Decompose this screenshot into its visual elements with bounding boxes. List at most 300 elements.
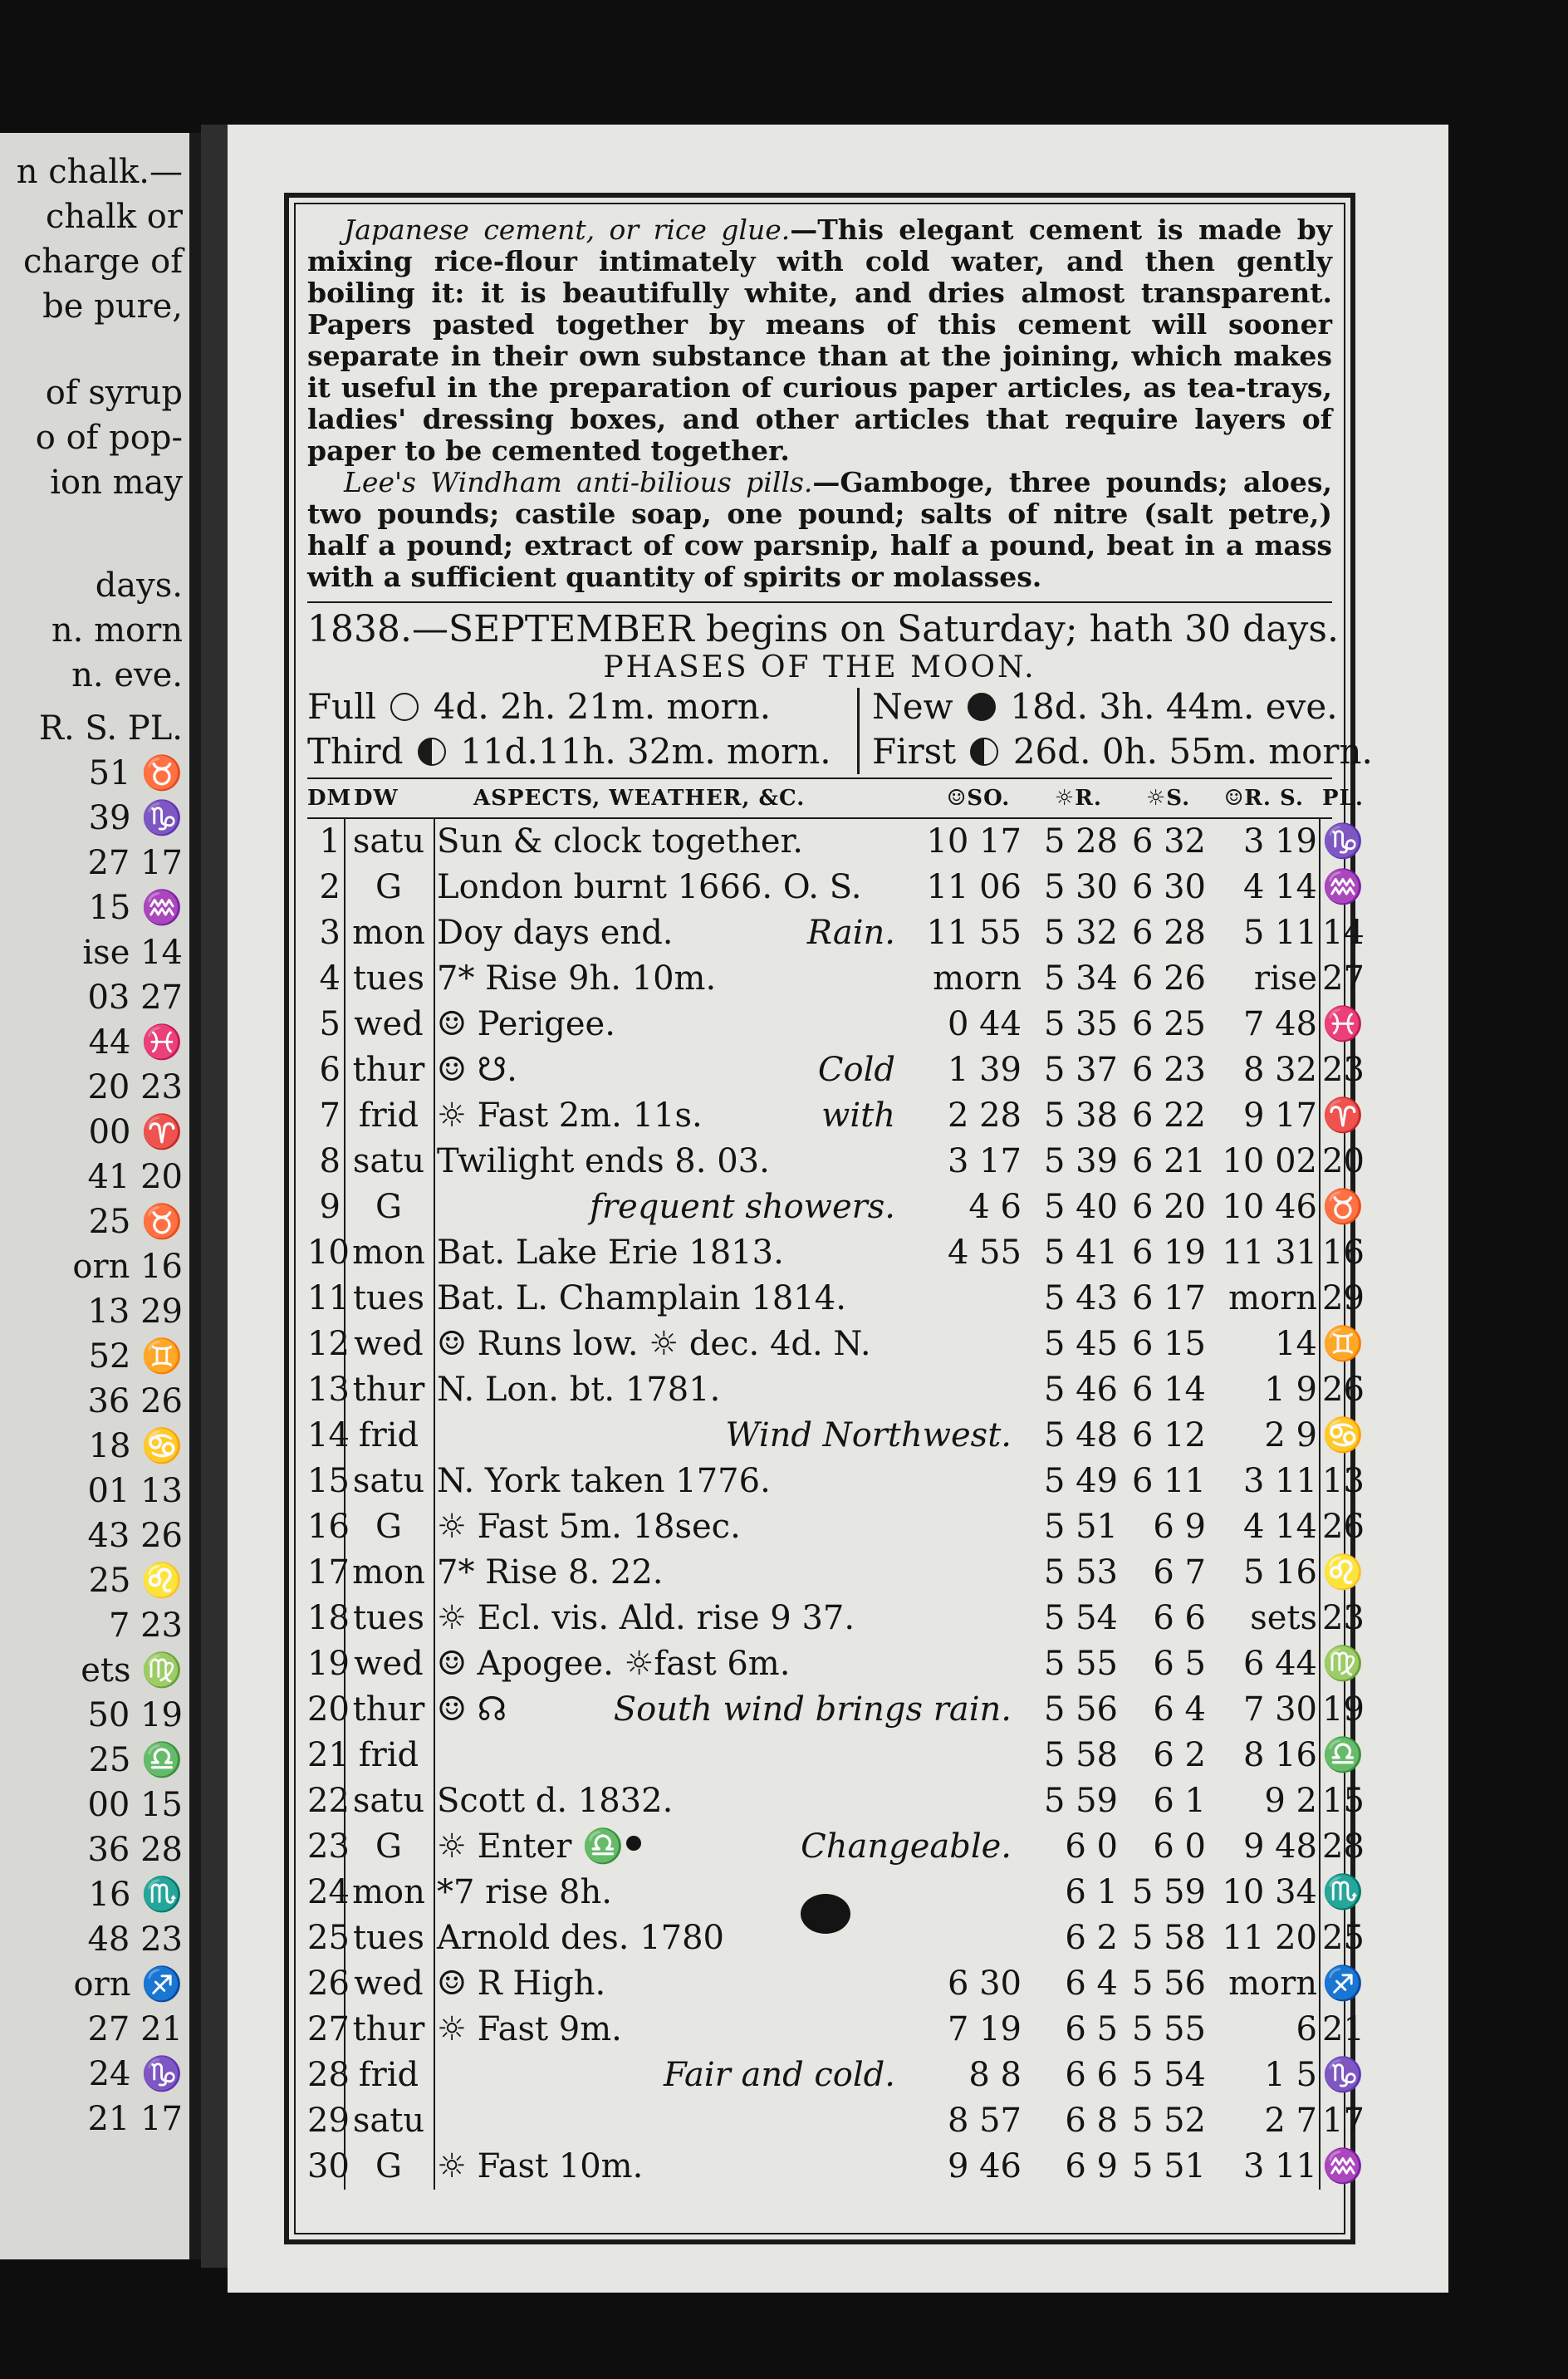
table-row	[307, 1459, 1365, 1504]
table-row	[307, 1047, 1365, 1093]
aspect-cell	[437, 910, 902, 956]
aspect-cell	[437, 865, 902, 910]
left-page-line: of syrup	[45, 374, 183, 412]
sun-rise: 5 59	[1043, 1782, 1118, 1820]
moon-rise-set: 8 16	[1242, 1736, 1317, 1774]
left-page-line: orn 16	[72, 1248, 183, 1286]
moon-rise-set: 9 17	[1242, 1096, 1317, 1135]
aspect-cell	[437, 1185, 902, 1230]
moon-rise-set: 8 32	[1242, 1051, 1317, 1089]
sun-rise: 5 38	[1043, 1096, 1118, 1135]
table-row	[307, 1230, 1365, 1276]
aspect-text: ☼ Fast 9m.	[437, 2010, 622, 2048]
aspect-text: Twilight ends 8. 03.	[437, 1142, 770, 1180]
day-of-month: 1	[319, 822, 341, 861]
weather-text: Changeable.	[801, 1827, 1012, 1866]
moon-rise-set: 11 20	[1222, 1919, 1317, 1957]
sun-rise: 6 8	[1065, 2102, 1118, 2140]
aspect-cell	[437, 1687, 1018, 1733]
day-of-week: wed	[354, 1005, 424, 1043]
day-of-week: mon	[352, 1553, 425, 1592]
moon-rise-set: 2 7	[1264, 2102, 1317, 2140]
sun-rise: 6 9	[1065, 2147, 1118, 2185]
col-aspects: ASPECTS, WEATHER, &C.	[473, 786, 806, 811]
sun-set: 6 1	[1153, 1782, 1206, 1820]
day-of-month: 18	[307, 1599, 350, 1637]
aspect-text: 7* Rise 8. 22.	[437, 1553, 664, 1592]
phase-name: New	[872, 686, 953, 727]
sun-set: 5 51	[1131, 2147, 1206, 2185]
moon-rise-set: 2 9	[1264, 1416, 1317, 1454]
almanac-rows	[307, 819, 1365, 2190]
sun-rise: 5 54	[1043, 1599, 1118, 1637]
planet-place: 19	[1322, 1690, 1365, 1729]
left-page-line: be pure,	[42, 287, 183, 326]
planet-place: ♉	[1322, 1188, 1364, 1226]
moon-south: 8 57	[947, 2102, 1022, 2140]
moon-south: 2 28	[947, 1096, 1022, 1135]
sun-rise: 6 6	[1065, 2056, 1118, 2094]
left-page-line: 51 ♉	[88, 754, 183, 792]
day-of-month: 25	[307, 1919, 350, 1957]
day-of-month: 17	[307, 1553, 350, 1592]
sun-set: 6 21	[1131, 1142, 1206, 1180]
day-of-month: 9	[319, 1188, 341, 1226]
planet-place: 29	[1322, 1279, 1365, 1317]
aspect-cell	[437, 1413, 1018, 1459]
aspect-text: ☺ ☋.	[437, 1051, 517, 1089]
table-row	[307, 1641, 1364, 1687]
table-row	[307, 1322, 1364, 1367]
left-page-line: n chalk.—	[16, 153, 183, 191]
sun-rise: 5 48	[1043, 1416, 1118, 1454]
day-of-week: satu	[352, 1462, 425, 1500]
aspect-text: Scott d. 1832.	[437, 1782, 674, 1820]
day-of-month: 2	[319, 868, 341, 906]
sun-set: 6 2	[1153, 1736, 1206, 1774]
moon-rise-set: morn	[1228, 1965, 1317, 2003]
sun-rise: 5 43	[1043, 1279, 1118, 1317]
day-of-month: 16	[307, 1508, 350, 1546]
full-moon-icon	[390, 693, 419, 721]
table-row	[307, 2098, 1365, 2144]
sun-set: 6 7	[1153, 1553, 1206, 1592]
weather-text: with	[821, 1096, 895, 1135]
sun-set: 5 59	[1131, 1873, 1206, 1911]
aspect-text: ☼ Fast 5m. 18sec.	[437, 1508, 741, 1546]
aspect-text: N. Lon. bt. 1781.	[437, 1371, 721, 1409]
planet-place: ♎	[1322, 1736, 1364, 1774]
col-dw: DW	[354, 786, 399, 811]
sun-set: 6 17	[1131, 1279, 1206, 1317]
table-row	[307, 1687, 1365, 1733]
left-page-line: 43 26	[87, 1517, 183, 1555]
day-of-month: 12	[307, 1325, 350, 1363]
planet-place: 28	[1322, 1827, 1365, 1866]
day-of-week: wed	[354, 1325, 424, 1363]
aspect-text: *7 rise 8h.	[437, 1873, 612, 1911]
left-page-line: 25 ♌	[88, 1562, 183, 1600]
weather-text: Cold	[817, 1051, 895, 1089]
day-of-week: thur	[352, 1051, 425, 1089]
day-of-month: 15	[307, 1462, 350, 1500]
aspect-cell	[437, 1961, 902, 2007]
left-page-line: 41 20	[87, 1158, 183, 1196]
left-page-line: 44 ♓	[88, 1023, 183, 1062]
aspect-text: ☼ Fast 10m.	[437, 2147, 644, 2185]
day-of-week: satu	[352, 2102, 425, 2140]
note-windham-pills	[307, 467, 1332, 593]
col-sun-set: ☼S.	[1146, 786, 1191, 811]
left-page-line: orn ♐	[73, 1965, 183, 2004]
moon-south: 8 8	[968, 2056, 1022, 2094]
day-of-month: 22	[307, 1782, 350, 1820]
day-of-week: satu	[352, 822, 425, 861]
left-page-line: 16 ♏	[88, 1876, 183, 1914]
sun-set: 6 15	[1131, 1325, 1206, 1363]
planet-place: 27	[1322, 959, 1365, 998]
sun-rise: 5 49	[1043, 1462, 1118, 1500]
sun-set: 6 9	[1153, 1508, 1206, 1546]
moon-rise-set: 5 11	[1242, 914, 1317, 952]
aspect-text: N. York taken 1776.	[437, 1462, 771, 1500]
left-page-line: days.	[95, 567, 183, 605]
moon-rise-set: 1 9	[1264, 1371, 1317, 1409]
left-page-line: o of pop-	[35, 419, 183, 457]
aspect-cell	[437, 1504, 902, 1550]
day-of-week: thur	[352, 2010, 425, 2048]
aspect-text: Bat. Lake Erie 1813.	[437, 1234, 784, 1272]
moon-rise-set: 4 14	[1242, 1508, 1317, 1546]
day-of-month: 7	[319, 1096, 341, 1135]
aspect-cell	[437, 2053, 902, 2098]
left-page-line: n. morn	[51, 611, 183, 650]
weather-text: Rain.	[806, 914, 895, 952]
sun-rise: 6 5	[1065, 2010, 1118, 2048]
planet-place: 13	[1322, 1462, 1365, 1500]
table-row	[307, 1778, 1365, 1824]
phase-time: 18d. 3h. 44m. eve.	[1010, 686, 1338, 727]
left-page-fragment	[0, 133, 201, 2259]
planet-place: 25	[1322, 1919, 1365, 1957]
aspect-text: Arnold des. 1780	[437, 1919, 724, 1957]
moon-south: 4 55	[947, 1234, 1022, 1272]
day-of-month: 27	[307, 2010, 350, 2048]
aspect-cell	[437, 1459, 902, 1504]
sun-set: 5 52	[1131, 2102, 1206, 2140]
day-of-week: tues	[352, 1279, 425, 1317]
day-of-week: mon	[352, 1873, 425, 1911]
moon-south: 1 39	[947, 1051, 1022, 1089]
note-body: —Gamboge, three pounds; aloes, two pounds; castile soap, one pound; salts of nitre (salt petre,) half a pound; extract of cow parsnip, half a pound, beat in a mass with a sufficient quantity of spirits or molasses.	[307, 466, 1332, 593]
moon-rise-set: 3 19	[1242, 822, 1317, 861]
left-page-line: 50 19	[87, 1696, 183, 1734]
moon-rise-set: 9 2	[1264, 1782, 1317, 1820]
sun-rise: 5 28	[1043, 822, 1118, 861]
moon-south: 4 6	[968, 1188, 1022, 1226]
table-row	[307, 1093, 1364, 1139]
planet-place: 23	[1322, 1051, 1365, 1089]
moon-rise-set: 3 11	[1242, 2147, 1317, 2185]
day-of-month: 5	[319, 1005, 341, 1043]
aspect-cell	[437, 1093, 902, 1139]
table-row	[307, 910, 1365, 956]
day-of-week: frid	[358, 1096, 419, 1135]
sun-set: 6 30	[1131, 868, 1206, 906]
aspect-cell	[437, 1550, 902, 1596]
sun-rise: 5 58	[1043, 1736, 1118, 1774]
aspect-cell	[437, 1139, 902, 1185]
left-page-line: ion may	[50, 464, 183, 502]
day-of-month: 3	[319, 914, 341, 952]
moon-south: 7 19	[947, 2010, 1022, 2048]
left-page-line: 52 ♊	[88, 1337, 183, 1376]
table-row	[307, 1185, 1364, 1230]
left-page-line: 15 ♒	[88, 889, 183, 927]
sun-rise: 5 35	[1043, 1005, 1118, 1043]
aspect-text: Sun & clock together.	[437, 822, 803, 861]
day-of-month: 24	[307, 1873, 350, 1911]
col-moon-south: ☺SO.	[947, 786, 1011, 811]
left-page-line: ets ♍	[81, 1651, 183, 1690]
day-of-month: 8	[319, 1142, 341, 1180]
phase-full	[307, 684, 831, 729]
aspect-cell	[437, 2144, 902, 2190]
day-of-week: frid	[358, 1416, 419, 1454]
planet-place: ♍	[1322, 1645, 1364, 1683]
day-of-month: 11	[307, 1279, 350, 1317]
phase-time: 26d. 0h. 55m. morn.	[1012, 731, 1373, 772]
weather-text: Fair and cold.	[663, 2056, 895, 2094]
planet-place: ♌	[1322, 1553, 1364, 1592]
day-of-week: frid	[358, 1736, 419, 1774]
sun-set: 6 26	[1131, 959, 1206, 998]
moon-rise-set: 4 14	[1242, 868, 1317, 906]
left-page-line: 48 23	[87, 1920, 183, 1959]
right-page	[228, 125, 1448, 2293]
aspect-text: 7* Rise 9h. 10m.	[437, 959, 717, 998]
left-page-line: 03 27	[87, 979, 183, 1017]
weather-text: frequent showers.	[590, 1188, 895, 1226]
sun-rise: 5 39	[1043, 1142, 1118, 1180]
page-frame	[284, 193, 1373, 2244]
third-quarter-moon-icon	[418, 738, 446, 766]
book-gutter	[201, 125, 228, 2268]
planet-place: ♏	[1322, 1873, 1364, 1911]
left-page-line: R. S. PL.	[38, 709, 183, 748]
planet-place: 15	[1322, 1782, 1365, 1820]
moon-rise-set: 9 48	[1242, 1827, 1317, 1866]
phase-time: 11d.11h. 32m. morn.	[460, 731, 831, 772]
day-of-month: 21	[307, 1736, 350, 1774]
planet-place: 26	[1322, 1371, 1365, 1409]
table-row	[307, 956, 1365, 1002]
table-row	[307, 1550, 1364, 1596]
day-of-week: satu	[352, 1142, 425, 1180]
ink-spot	[626, 1836, 641, 1851]
left-page-line: 13 29	[87, 1293, 183, 1331]
left-page-line: 18 ♋	[88, 1427, 183, 1465]
phases-left	[307, 684, 831, 774]
moon-rise-set: 14	[1275, 1325, 1317, 1363]
moon-rise-set: 6 44	[1242, 1645, 1317, 1683]
table-row	[307, 1367, 1365, 1413]
moon-south: 11 55	[926, 914, 1022, 952]
left-page-line: 36 26	[87, 1382, 183, 1420]
moon-south: 3 17	[947, 1142, 1022, 1180]
first-quarter-moon-icon	[970, 738, 998, 766]
day-of-week: tues	[352, 1919, 425, 1957]
table-row	[307, 1824, 1365, 1870]
table-row	[307, 2144, 1364, 2190]
sun-rise: 6 2	[1065, 1919, 1118, 1957]
sun-set: 6 22	[1131, 1096, 1206, 1135]
sun-set: 6 5	[1153, 1645, 1206, 1683]
sun-rise: 5 55	[1043, 1645, 1118, 1683]
table-row	[307, 1413, 1364, 1459]
sun-set: 6 32	[1131, 822, 1206, 861]
left-page-line: 21 17	[87, 2100, 183, 2138]
phase-third	[307, 729, 831, 774]
phases-right	[872, 684, 1373, 774]
weather-text: South wind brings rain.	[613, 1690, 1012, 1729]
sun-set: 6 23	[1131, 1051, 1206, 1089]
moon-rise-set: 5 16	[1242, 1553, 1317, 1592]
sun-rise: 6 1	[1065, 1873, 1118, 1911]
weather-text: Wind Northwest.	[725, 1416, 1012, 1454]
moon-south: 6 30	[947, 1965, 1022, 2003]
note-title: Lee's Windham anti-bilious pills.	[344, 466, 813, 498]
moon-rise-set: 3 11	[1242, 1462, 1317, 1500]
planet-place: ♋	[1322, 1416, 1364, 1454]
left-page-line: 36 28	[87, 1831, 183, 1869]
moon-rise-set: rise	[1253, 959, 1317, 998]
moon-rise-set: 7 30	[1242, 1690, 1317, 1729]
sun-rise: 5 30	[1043, 868, 1118, 906]
sun-set: 6 4	[1153, 1690, 1206, 1729]
sun-set: 5 56	[1131, 1965, 1206, 2003]
phase-name: Third	[307, 731, 404, 772]
sun-set: 5 58	[1131, 1919, 1206, 1957]
left-page-line: 01 13	[87, 1472, 183, 1510]
col-dm: DM	[307, 786, 352, 811]
note-title: Japanese cement, or rice glue.	[344, 213, 791, 246]
day-of-month: 23	[307, 1827, 350, 1866]
aspect-cell	[437, 819, 902, 865]
day-of-week: wed	[354, 1965, 424, 2003]
day-of-week: G	[375, 1827, 402, 1866]
left-page-line: 27 21	[87, 2010, 183, 2048]
planet-place: ♒	[1322, 2147, 1364, 2185]
sun-rise: 5 46	[1043, 1371, 1118, 1409]
sun-set: 6 28	[1131, 914, 1206, 952]
aspect-cell	[437, 1047, 902, 1093]
left-page-line: chalk or	[46, 198, 183, 236]
sun-rise: 5 32	[1043, 914, 1118, 952]
left-page-line: 39 ♑	[88, 799, 183, 837]
moon-south: 9 46	[947, 2147, 1022, 2185]
phase-time: 4d. 2h. 21m. morn.	[433, 686, 772, 727]
day-of-week: satu	[352, 1782, 425, 1820]
phase-new	[872, 684, 1373, 729]
moon-rise-set: 10 46	[1222, 1188, 1317, 1226]
left-page-line: 00 15	[87, 1786, 183, 1824]
day-of-month: 13	[307, 1371, 350, 1409]
planet-place: ♒	[1322, 868, 1364, 906]
planet-place: ♑	[1322, 822, 1364, 861]
planet-place: 20	[1322, 1142, 1365, 1180]
left-page-line: 7 23	[108, 1606, 183, 1645]
sun-rise: 5 41	[1043, 1234, 1118, 1272]
day-of-week: frid	[358, 2056, 419, 2094]
aspect-text: ☺ R High.	[437, 1965, 606, 2003]
day-of-week: thur	[352, 1371, 425, 1409]
aspect-cell	[437, 1230, 902, 1276]
note-body: —This elegant cement is made by mixing rice-flour intimately with cold water, and then gently boiling it: it is beautifully white, and dries almost transparent. Papers pasted together by means of this cement will sooner separate in their own substance than at the joining, which makes it useful in the preparation of curious paper articles, as tea-trays, ladies' dressing boxes, and other articles that require layers of paper to be cemented together.	[307, 213, 1332, 467]
aspect-text: ☼ Enter ♎	[437, 1827, 624, 1866]
aspect-cell	[437, 2007, 902, 2053]
day-of-week: G	[375, 1188, 402, 1226]
moon-south: 0 44	[947, 1005, 1022, 1043]
left-page-line: 27 17	[87, 844, 183, 882]
aspect-text: ☺ Perigee.	[437, 1005, 615, 1043]
day-of-month: 10	[307, 1234, 350, 1272]
left-page-line: ise 14	[82, 934, 183, 972]
sun-rise: 5 51	[1043, 1508, 1118, 1546]
aspect-text: ☺ Runs low. ☼ dec. 4d. N.	[437, 1325, 871, 1363]
table-row	[307, 2053, 1364, 2098]
aspect-cell	[437, 1824, 1018, 1870]
sun-set: 5 55	[1131, 2010, 1206, 2048]
table-row	[307, 1002, 1364, 1047]
sun-rise: 5 45	[1043, 1325, 1118, 1363]
aspect-text: ☼ Fast 2m. 11s.	[437, 1096, 703, 1135]
phases-title: PHASES OF THE MOON.	[603, 650, 1036, 684]
sun-set: 6 19	[1131, 1234, 1206, 1272]
planet-place: ♓	[1322, 1005, 1364, 1043]
moon-rise-set: 11 31	[1222, 1234, 1317, 1272]
day-of-month: 20	[307, 1690, 350, 1729]
day-of-month: 28	[307, 2056, 350, 2094]
left-page-line: 00 ♈	[88, 1113, 183, 1151]
table-row	[307, 2007, 1365, 2053]
planet-place: 26	[1322, 1508, 1365, 1546]
sun-set: 5 54	[1131, 2056, 1206, 2094]
planet-place: ♐	[1322, 1965, 1364, 2003]
sun-rise: 6 4	[1065, 1965, 1118, 2003]
moon-south: 10 17	[926, 822, 1022, 861]
col-sun-rise: ☼R.	[1055, 786, 1102, 811]
moon-rise-set: 7 48	[1242, 1005, 1317, 1043]
planet-place: ♑	[1322, 2056, 1364, 2094]
planet-place: 23	[1322, 1599, 1365, 1637]
planet-place: 17	[1322, 2102, 1365, 2140]
planet-place: 16	[1322, 1234, 1365, 1272]
aspect-text: ☺ ☊	[437, 1690, 507, 1729]
aspect-cell	[437, 1641, 902, 1687]
divider	[307, 601, 1332, 603]
moon-rise-set: morn	[1228, 1279, 1317, 1317]
sun-set: 6 14	[1131, 1371, 1206, 1409]
sun-set: 6 12	[1131, 1416, 1206, 1454]
aspect-cell	[437, 956, 902, 1002]
day-of-week: tues	[352, 959, 425, 998]
day-of-month: 4	[319, 959, 341, 998]
day-of-week: G	[375, 1508, 402, 1546]
left-page-line: 24 ♑	[88, 2055, 183, 2093]
phases-divider	[857, 688, 860, 774]
day-of-week: mon	[352, 1234, 425, 1272]
